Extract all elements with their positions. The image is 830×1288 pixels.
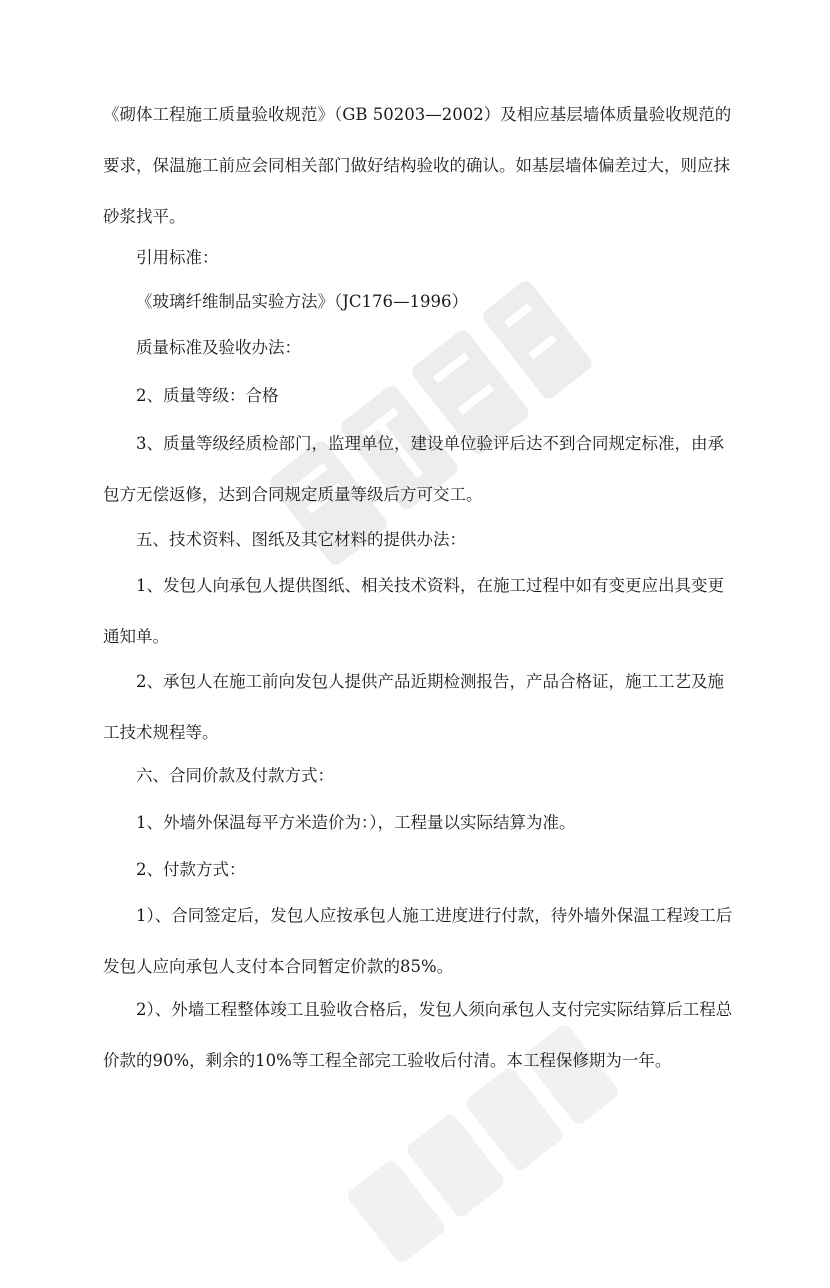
paragraph-payment-method: 2、付款方式：: [136, 860, 246, 879]
paragraph-glass-fiber-standard: 《玻璃纤维制品实验方法》（JC176—1996）: [136, 292, 468, 311]
paragraph-quality-standard-heading: 质量标准及验收办法：: [136, 338, 301, 357]
paragraph-final-payment: 2）、外墙工程整体竣工且验收合格后，发包人须向承包人支付完实际结算后工程总价款的90%，剩余的10%等工程全部完工验收后付清。本工程保修期为一年。: [103, 1000, 733, 1070]
paragraph-quality-grade: 2、质量等级：合格: [136, 386, 279, 405]
paragraph-section-six-heading: 六、合同价款及付款方式：: [136, 766, 334, 785]
paragraph-section-five-heading: 五、技术资料、图纸及其它材料的提供办法：: [136, 530, 466, 549]
paragraph-quality-inspection: 3、质量等级经质检部门，监理单位，建设单位验评后达不到合同规定标准，由承包方无偿返修，达到合同规定质量等级后方可交工。: [103, 434, 724, 504]
paragraph-drawings-provision: 1、发包人向承包人提供图纸、相关技术资料，在施工过程中如有变更应出具变更通知单。: [103, 576, 724, 646]
paragraph-masonry-spec: 《砌体工程施工质量验收规范》（GB 50203—2002）及相应基层墙体质量验收规范的要求，保温施工前应会同相关部门做好结构验收的确认。如基层墙体偏差过大，则应抹砂浆找平。: [103, 105, 732, 226]
paragraph-unit-price: 1、外墙外保温每平方米造价为：），工程量以实际结算为准。: [136, 813, 576, 832]
paragraph-product-report: 2、承包人在施工前向发包人提供产品近期检测报告，产品合格证，施工工艺及施工技术规程等。: [103, 672, 724, 742]
paragraph-reference-standard-label: 引用标准：: [136, 248, 219, 267]
paragraph-payment-progress: 1）、合同签定后，发包人应按承包人施工进度进行付款，待外墙外保温工程竣工后发包人应向承包人支付本合同暂定价款的85%。: [103, 906, 733, 976]
